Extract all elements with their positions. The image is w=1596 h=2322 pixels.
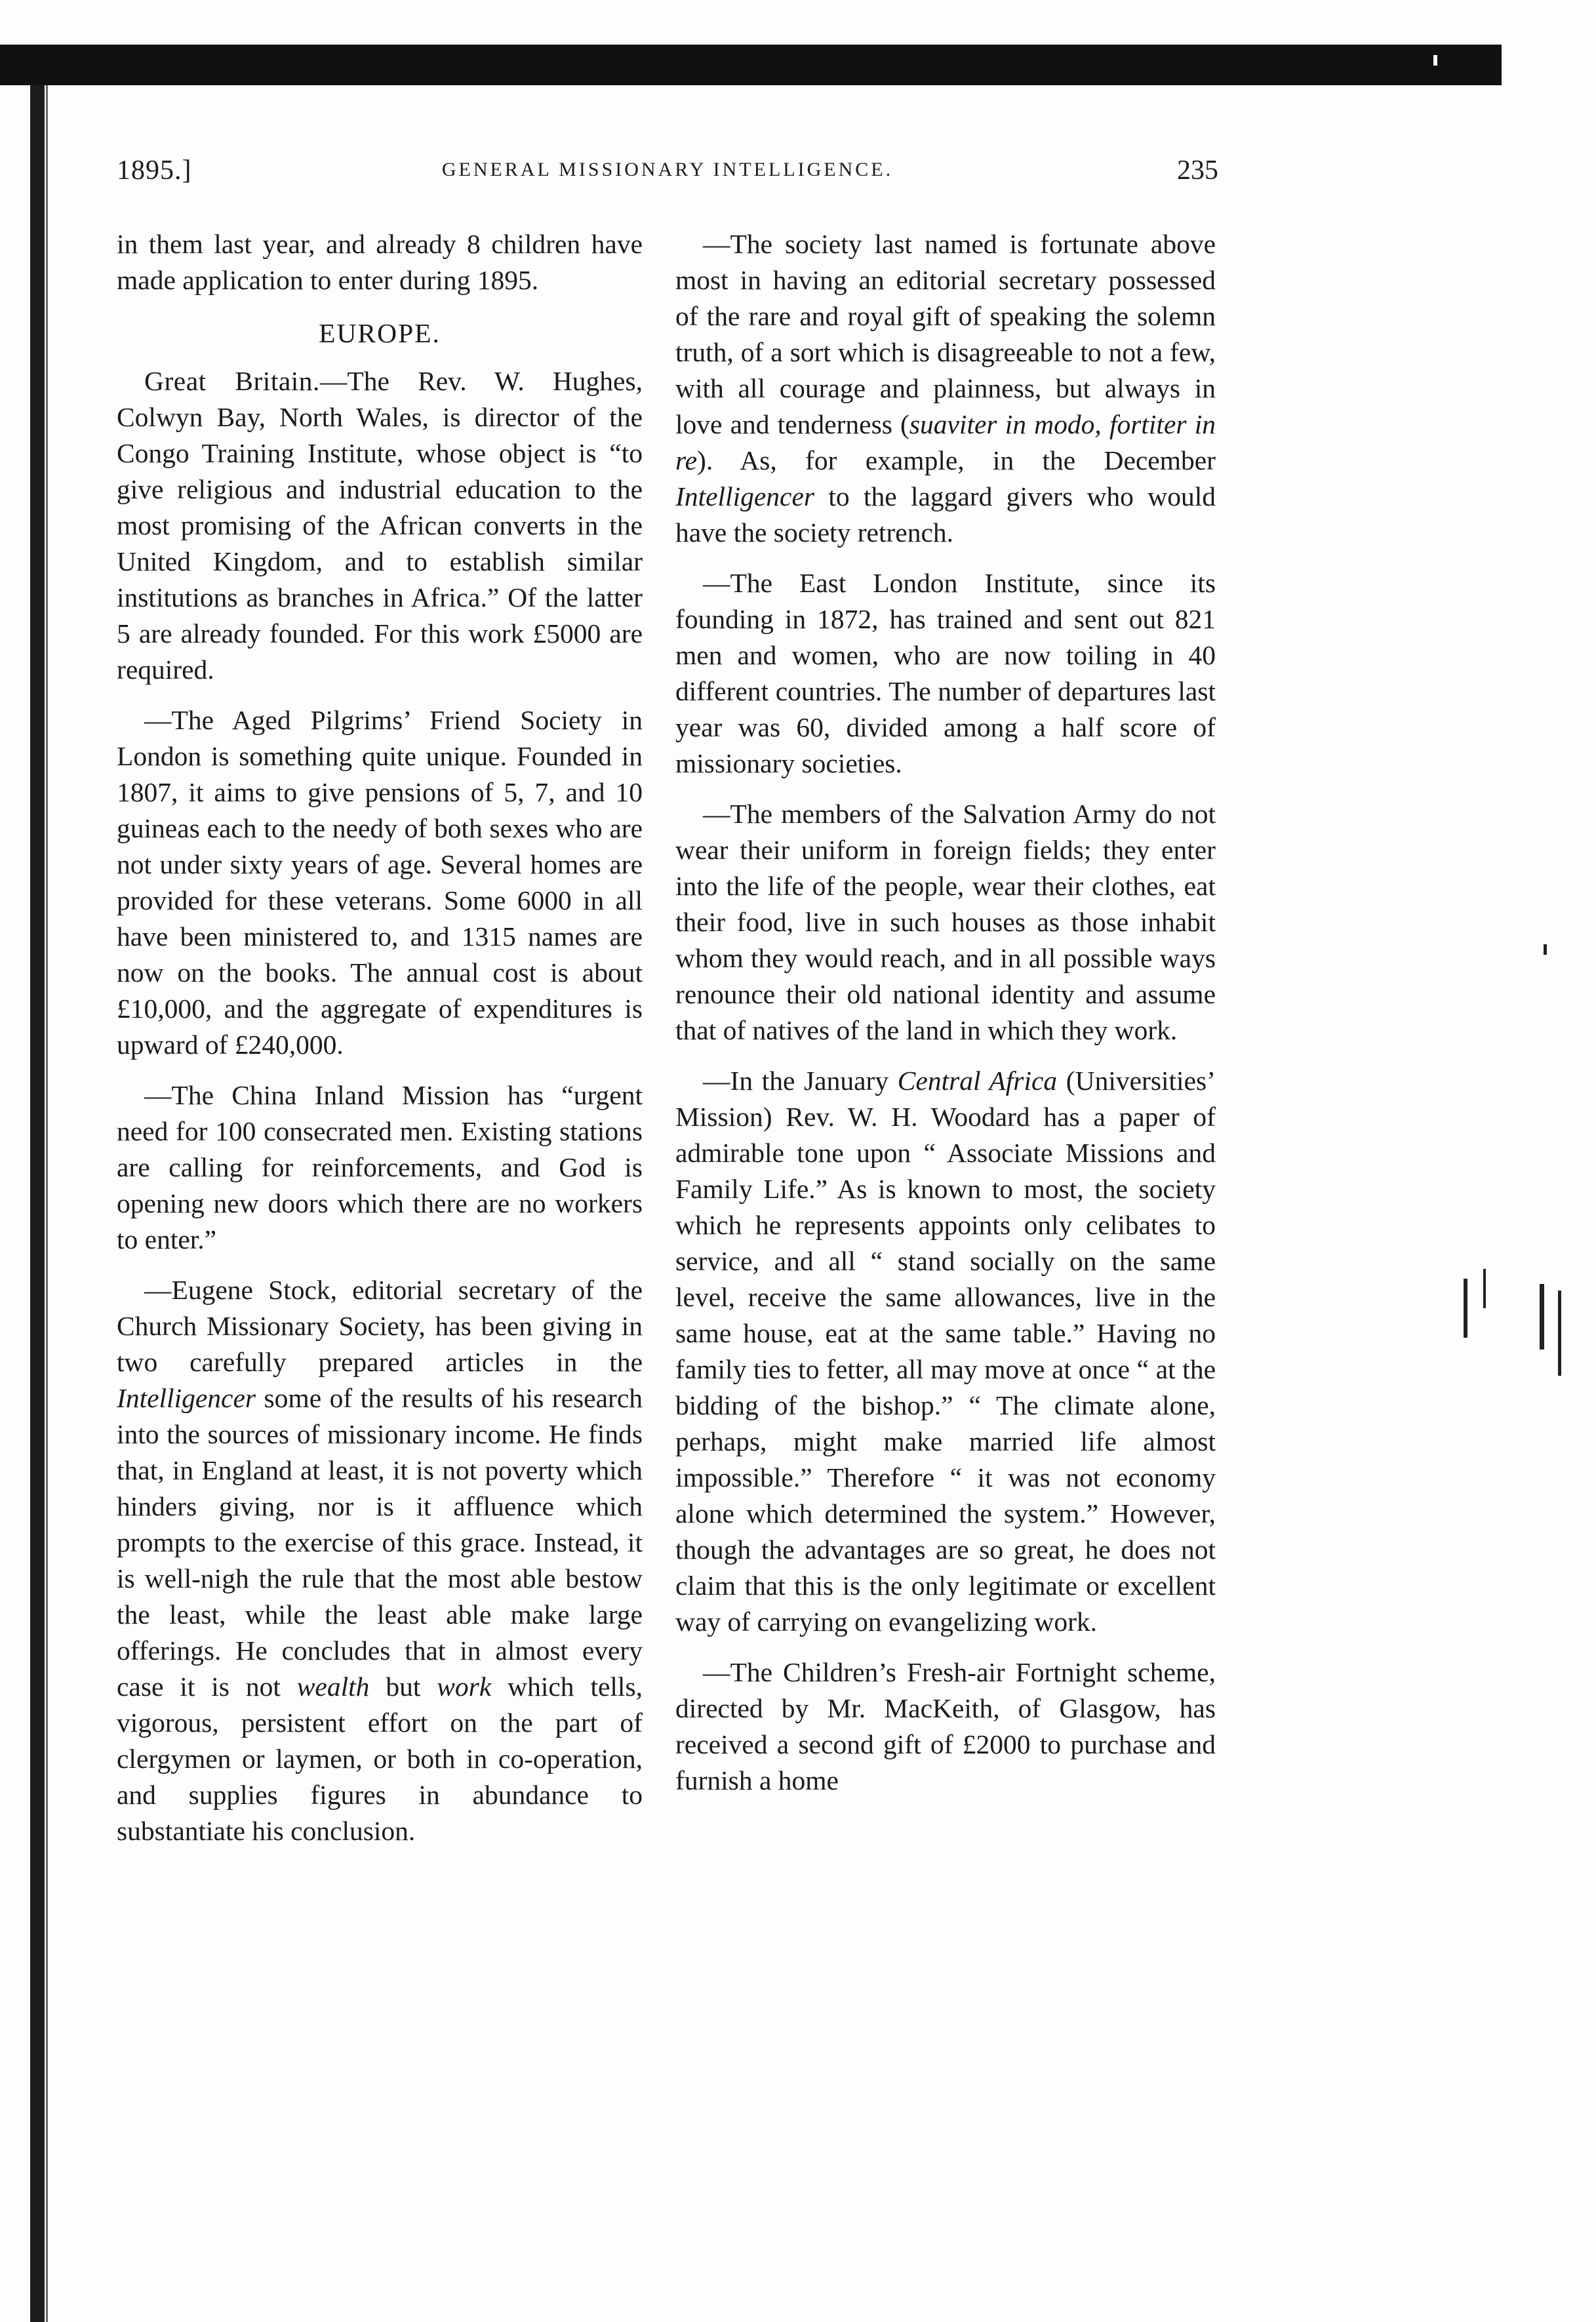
paragraph-east-london-institute: —The East London Institute, since its founding in 1872, has trained and sent out 821 men and women, who are now toiling in 40 different countries. The number of departures last year was 60, divided among a half score of missionary societies. xyxy=(675,568,1216,778)
paragraph-fresh-air-fortnight: —The Children’s Fresh-air Fortnight scheme, directed by Mr. MacKeith, of Glasgow, has received a second gift of £2000 to purchase and furnish a home xyxy=(675,1657,1216,1795)
running-header xyxy=(117,155,1218,201)
scan-border-left-edge xyxy=(46,85,48,2322)
header-title: GENERAL MISSIONARY INTELLIGENCE. xyxy=(441,159,894,180)
scan-margin xyxy=(1502,0,1596,125)
paragraph-editorial-secretary: —The society last named is fortunate above most in having an editorial secretary possessed of the rare and royal gift of speaking the solemn truth, of a sort which is disagreeable to not a few, with all courage and plainness, but always in love and tenderness (suaviter in modo, fortiter in re). As, for example, in the December Intelligencer to the laggard givers who would have the society retrench. xyxy=(675,229,1216,548)
scan-speck xyxy=(1558,1291,1561,1376)
scan-speck xyxy=(1483,1269,1486,1308)
section-heading-europe: EUROPE. xyxy=(319,318,441,348)
header-year: 1895.] xyxy=(117,155,192,186)
scan-speck xyxy=(1540,1284,1544,1350)
scan-border-left xyxy=(30,85,45,2322)
paragraph-china-inland-mission: —The China Inland Mission has “urgent need for 100 consecrated men. Existing stations are calling for reinforcements, and God is opening new doors which there are no workers to enter.” xyxy=(117,1080,643,1254)
left-column xyxy=(117,226,643,1864)
scan-speck xyxy=(1433,55,1437,66)
paragraph-eugene-stock: —Eugene Stock, editorial secretary of the Church Missionary Society, has been giving in two carefully prepared articles in the Intelligencer some of the results of his research into the sources of missionary income. He finds that, in England at least, it is not poverty which hinders giving, nor is it affluence which prompts to the exercise of this grace. Instead, it is well-nigh the rule that the most able bestow the least, while the least able make large offerings. He concludes that in almost every case it is not wealth but work which tells, vigorous, persistent effort on the part of clergymen or laymen, or both in co-operation, and supplies figures in abundance to substantiate his conclusion. xyxy=(117,1275,643,1846)
scan-speck xyxy=(1464,1279,1467,1338)
paragraph-aged-pilgrims: —The Aged Pilgrims’ Friend Society in London is something quite unique. Founded in 1807, it aims to give pensions of 5, 7, and 10 guineas each to the needy of both sexes who are not under sixty years of age. Several homes are provided for these veterans. Some 6000 in all have been ministered to, and 1315 names are now on the books. The annual cost is about £10,000, and the aggregate of expenditures is upward of £240,000. xyxy=(117,705,643,1060)
paragraph-central-africa: —In the January Central Africa (Universities’ Mission) Rev. W. H. Woodard has a paper of admirable tone upon “ Associate Missions and Family Life.” As is known to most, the society which he represents appoints only celibates to service, and all “ stand socially on the same level, receive the same allowances, live in the same house, eat at the same table.” Having no family ties to fetter, all may move at once “ at the bidding of the bishop.” “ The climate alone, perhaps, might make married life almost impossible.” Therefore “ it was not economy alone which determined the system.” However, though the advantages are so great, he does not claim that this is the only legitimate or excellent way of carrying on evangelizing work. xyxy=(675,1066,1216,1637)
page-number: 235 xyxy=(1177,155,1218,186)
right-column xyxy=(675,226,1216,1813)
scan-speck xyxy=(1544,944,1547,955)
paragraph-salvation-army: —The members of the Salvation Army do not wear their uniform in foreign fields; they enter into the life of the people, wear their clothes, eat their food, live in such houses as those inhabit whom they would reach, and in all possible ways renounce their old national identity and assume that of natives of the land in which they work. xyxy=(675,799,1216,1045)
paragraph-great-britain: Great Britain.—The Rev. W. Hughes, Colwyn Bay, North Wales, is director of the Congo Training Institute, whose object is “to give religious and industrial education to the most promising of the African converts in the United Kingdom, and to establish similar institutions as branches in Africa.” Of the latter 5 are already founded. For this work £5000 are required. xyxy=(117,366,643,685)
paragraph-continuation: in them last year, and already 8 children have made application to enter during 1895. xyxy=(117,229,643,295)
paragraph-lead: Great Britain. xyxy=(144,366,320,396)
scan-border-top xyxy=(0,45,1534,85)
